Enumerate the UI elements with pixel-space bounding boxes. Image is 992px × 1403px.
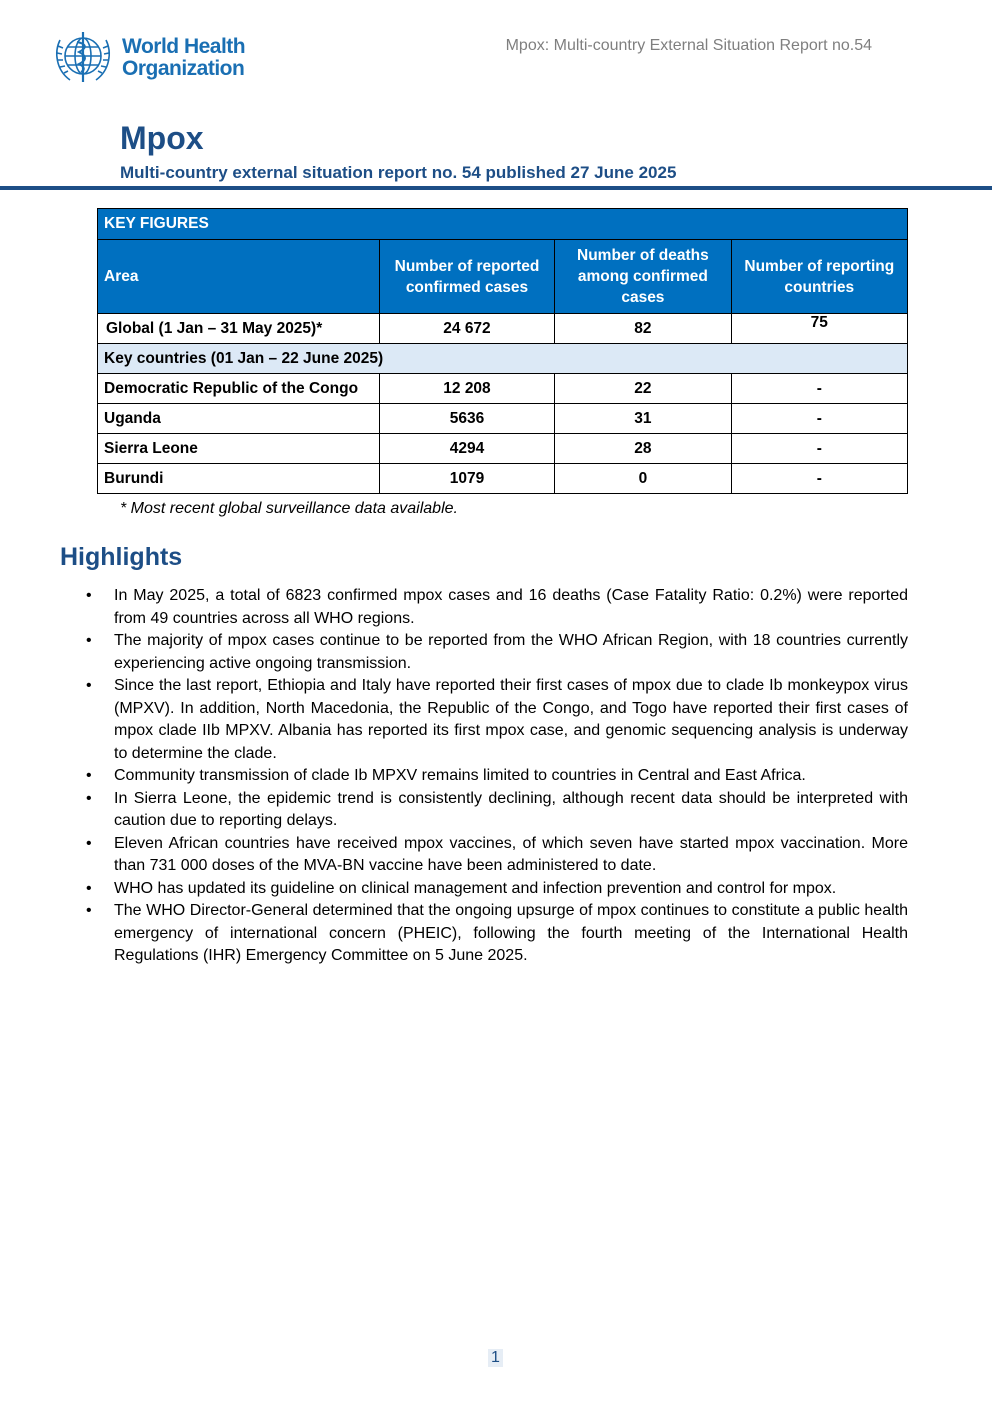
highlight-text: Since the last report, Ethiopia and Italy have reported their first cases of mpox due to clade Ib monkeypox virus (MPXV). In addition, North Macedonia, the Republic of the Congo, and Togo have reported their first cases of mpox clade IIb MPXV. Albania has reported its first mpox case, and genomic sequencing analysis is underway to determine the clade. xyxy=(114,677,908,762)
who-emblem-icon xyxy=(50,26,116,88)
cell-deaths: 28 xyxy=(555,434,731,464)
cell-area: Democratic Republic of the Congo xyxy=(98,374,380,404)
key-figures-table xyxy=(97,208,908,494)
highlight-text: The majority of mpox cases continue to be reported from the WHO African Region, with 18 countries currently experiencing active ongoing transmission. xyxy=(114,632,908,672)
page-subtitle: Multi-country external situation report no. 54 published 27 June 2025 xyxy=(120,163,677,182)
cell-area: Uganda xyxy=(98,404,380,434)
highlight-text: Community transmission of clade Ib MPXV remains limited to countries in Central and East Africa. xyxy=(114,767,806,784)
cell-countries: - xyxy=(731,434,907,464)
list-item xyxy=(86,765,908,788)
key-figures-title-row xyxy=(98,209,908,240)
cell-cases: 4294 xyxy=(379,434,554,464)
list-item xyxy=(86,788,908,833)
highlight-text: Eleven African countries have received mpox vaccines, of which seven have started mpox vaccination. More than 731 000 doses of the MVA-BN vaccine have been administered to date. xyxy=(114,834,908,874)
cell-area: Global (1 Jan – 31 May 2025)* xyxy=(98,314,380,344)
column-header-cases: Number of reported confirmed cases xyxy=(379,240,554,314)
key-countries-label: Key countries (01 Jan – 22 June 2025) xyxy=(98,344,908,374)
table-row xyxy=(98,464,908,494)
bullet-icon: • xyxy=(86,789,92,807)
list-item xyxy=(86,675,908,765)
table-row xyxy=(98,404,908,434)
cell-deaths: 31 xyxy=(555,404,731,434)
bullet-icon: • xyxy=(86,767,92,784)
highlight-text: In May 2025, a total of 6823 confirmed mpox cases and 16 deaths (Case Fatality Ratio: 0.2%) were reported from 49 countries across all WHO regions. xyxy=(114,587,908,627)
highlights-list xyxy=(86,585,908,968)
key-figures-header-row xyxy=(98,240,908,314)
cell-deaths: 22 xyxy=(555,374,731,404)
cell-cases: 24 672 xyxy=(379,314,554,344)
logo-line-2: Organization xyxy=(122,57,245,80)
key-figures-title: KEY FIGURES xyxy=(98,209,908,240)
bullet-icon: • xyxy=(86,879,92,897)
cell-cases: 5636 xyxy=(379,404,554,434)
column-header-area: Area xyxy=(98,240,380,314)
list-item xyxy=(86,585,908,630)
highlight-text: In Sierra Leone, the epidemic trend is consistently declining, although recent data should be interpreted with caution due to reporting delays. xyxy=(114,789,908,829)
highlights-heading: Highlights xyxy=(60,543,183,571)
running-header: Mpox: Multi-country External Situation Report no.54 xyxy=(505,37,872,54)
bullet-icon: • xyxy=(86,902,92,919)
list-item xyxy=(86,630,908,675)
table-row xyxy=(98,374,908,404)
column-header-deaths: Number of deaths among confirmed cases xyxy=(555,240,731,314)
cell-countries: - xyxy=(731,404,907,434)
cell-cases: 1079 xyxy=(379,464,554,494)
page-title: Mpox xyxy=(120,120,204,156)
page-number: 1 xyxy=(488,1349,503,1367)
table-row xyxy=(98,434,908,464)
table-footnote: * Most recent global surveillance data available. xyxy=(120,500,458,517)
cell-countries: - xyxy=(731,464,907,494)
bullet-icon: • xyxy=(86,632,92,649)
bullet-icon: • xyxy=(86,834,92,852)
bullet-icon: • xyxy=(86,677,92,694)
logo-line-1: World Health xyxy=(122,35,246,58)
list-item xyxy=(86,833,908,878)
table-row-global xyxy=(98,314,908,344)
cell-deaths: 0 xyxy=(555,464,731,494)
list-item xyxy=(86,878,908,901)
title-divider xyxy=(0,186,992,190)
cell-cases: 12 208 xyxy=(379,374,554,404)
cell-countries: - xyxy=(731,374,907,404)
highlight-text: WHO has updated its guideline on clinical management and infection prevention and control for mpox. xyxy=(114,879,837,897)
table-subheader-row xyxy=(98,344,908,374)
column-header-countries: Number of reporting countries xyxy=(731,240,907,314)
cell-deaths: 82 xyxy=(555,314,731,344)
logo-wordmark xyxy=(122,36,245,80)
list-item xyxy=(86,900,908,968)
cell-area: Sierra Leone xyxy=(98,434,380,464)
highlight-text: The WHO Director-General determined that the ongoing upsurge of mpox continues to constitute a public health emergency of international concern (PHEIC), following the fourth meeting of the International Health Regulations (IHR) Emergency Committee on 5 June 2025. xyxy=(114,902,908,964)
who-logo xyxy=(50,26,250,90)
bullet-icon: • xyxy=(86,587,92,604)
cell-area: Burundi xyxy=(98,464,380,494)
cell-countries: 75 xyxy=(731,314,907,344)
